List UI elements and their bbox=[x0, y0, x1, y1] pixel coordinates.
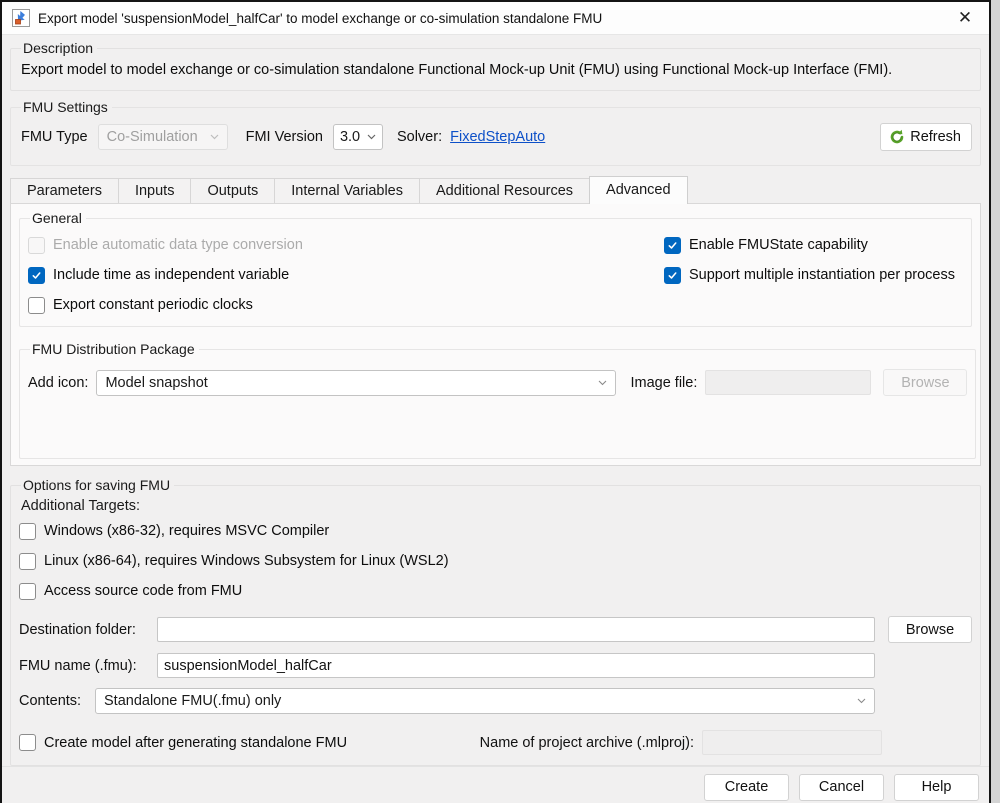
fmi-version-label: FMI Version bbox=[245, 129, 323, 145]
additional-targets-label: Additional Targets: bbox=[21, 498, 141, 514]
close-icon[interactable]: ✕ bbox=[957, 8, 973, 27]
checkbox-icon[interactable] bbox=[28, 297, 45, 314]
help-button[interactable]: Help bbox=[894, 774, 979, 801]
destination-folder-input[interactable] bbox=[157, 617, 875, 642]
checkbox-enable-fmustate[interactable]: Enable FMUState capability bbox=[664, 230, 963, 260]
description-legend: Description bbox=[23, 40, 94, 56]
add-icon-value: Model snapshot bbox=[105, 374, 208, 391]
checkbox-target-linux[interactable]: Linux (x86-64), requires Windows Subsystem for Linux (WSL2) bbox=[19, 546, 972, 576]
tab-inputs[interactable]: Inputs bbox=[118, 178, 192, 203]
checkbox-icon bbox=[28, 237, 45, 254]
fmu-settings-group bbox=[10, 99, 981, 166]
title-bar bbox=[2, 2, 989, 35]
checkbox-icon[interactable] bbox=[664, 267, 681, 284]
checkbox-icon[interactable] bbox=[664, 237, 681, 254]
fmu-type-value: Co-Simulation bbox=[106, 129, 198, 145]
refresh-icon bbox=[889, 129, 905, 145]
fmi-version-dropdown[interactable] bbox=[333, 124, 383, 150]
export-model-icon bbox=[12, 9, 30, 27]
add-icon-dropdown[interactable] bbox=[96, 370, 616, 396]
contents-value: Standalone FMU(.fmu) only bbox=[104, 693, 282, 709]
chevron-down-icon bbox=[367, 134, 376, 140]
project-archive-label: Name of project archive (.mlproj): bbox=[479, 734, 694, 751]
chevron-down-icon bbox=[857, 698, 866, 704]
destination-folder-row bbox=[19, 616, 972, 643]
fmu-name-row bbox=[19, 653, 972, 678]
tab-advanced[interactable]: Advanced bbox=[589, 176, 688, 204]
checkbox-include-time[interactable]: Include time as independent variable bbox=[28, 260, 664, 290]
window-title: Export model 'suspensionModel_halfCar' to model exchange or co-simulation standalone FMU bbox=[38, 10, 603, 26]
checkbox-icon[interactable] bbox=[19, 734, 36, 751]
checkbox-icon[interactable] bbox=[28, 267, 45, 284]
fmu-settings-legend: FMU Settings bbox=[23, 99, 108, 115]
description-text: Export model to model exchange or co-simulation standalone Functional Mock-up Unit (FMU) using Functional Mock-up Interface (FMI). bbox=[21, 62, 893, 78]
tab-outputs[interactable]: Outputs bbox=[190, 178, 275, 203]
checkbox-icon[interactable] bbox=[19, 583, 36, 600]
general-legend: General bbox=[32, 210, 82, 226]
refresh-button[interactable] bbox=[880, 123, 972, 151]
fmi-version-value: 3.0 bbox=[339, 129, 361, 145]
checkbox-create-model-after[interactable]: Create model after generating standalone FMU bbox=[19, 734, 347, 751]
checkbox-multiple-instantiation[interactable]: Support multiple instantiation per process bbox=[664, 260, 963, 290]
chevron-down-icon bbox=[210, 134, 219, 140]
image-file-browse-button: Browse bbox=[883, 369, 967, 396]
fmu-distribution-group bbox=[19, 341, 976, 459]
fmu-settings-row bbox=[19, 117, 972, 159]
refresh-label: Refresh bbox=[910, 129, 961, 145]
solver-label: Solver: bbox=[396, 129, 443, 145]
checkbox-target-windows[interactable]: Windows (x86-32), requires MSVC Compiler bbox=[19, 516, 972, 546]
checkbox-icon[interactable] bbox=[19, 553, 36, 570]
right-edge-strip bbox=[991, 0, 1000, 803]
description-group bbox=[10, 40, 981, 91]
advanced-tab-panel bbox=[10, 203, 981, 466]
destination-folder-label: Destination folder: bbox=[19, 621, 136, 638]
checkbox-access-source-code[interactable]: Access source code from FMU bbox=[19, 576, 972, 606]
options-saving-group bbox=[10, 477, 981, 766]
general-checkbox-grid bbox=[28, 228, 963, 320]
tab-internal-variables[interactable]: Internal Variables bbox=[274, 178, 420, 203]
tab-bar bbox=[10, 176, 981, 203]
checkbox-export-periodic-clocks[interactable]: Export constant periodic clocks bbox=[28, 290, 664, 320]
image-file-label: Image file: bbox=[630, 374, 698, 391]
fmu-name-input[interactable] bbox=[157, 653, 875, 678]
cancel-button[interactable]: Cancel bbox=[799, 774, 884, 801]
footer-button-bar bbox=[2, 766, 989, 803]
fmu-distribution-legend: FMU Distribution Package bbox=[32, 341, 195, 357]
fmu-type-dropdown bbox=[98, 124, 228, 150]
contents-label: Contents: bbox=[19, 693, 82, 709]
solver-link[interactable]: FixedStepAuto bbox=[450, 129, 546, 145]
chevron-down-icon bbox=[598, 380, 607, 386]
fmu-name-label: FMU name (.fmu): bbox=[19, 657, 137, 674]
contents-row bbox=[19, 688, 972, 714]
create-button[interactable]: Create bbox=[704, 774, 789, 801]
tab-additional-resources[interactable]: Additional Resources bbox=[419, 178, 590, 203]
add-icon-row bbox=[28, 369, 967, 396]
checkbox-icon[interactable] bbox=[19, 523, 36, 540]
general-group bbox=[19, 210, 972, 327]
add-icon-label: Add icon: bbox=[28, 374, 89, 391]
create-model-row bbox=[19, 730, 972, 755]
image-file-input bbox=[705, 370, 871, 395]
project-archive-input bbox=[702, 730, 882, 755]
options-saving-legend: Options for saving FMU bbox=[23, 477, 171, 493]
tab-parameters[interactable]: Parameters bbox=[10, 178, 119, 203]
fmu-type-label: FMU Type bbox=[21, 129, 88, 145]
contents-dropdown[interactable] bbox=[95, 688, 875, 714]
destination-browse-button[interactable]: Browse bbox=[888, 616, 972, 643]
checkbox-auto-data-type-conversion: Enable automatic data type conversion bbox=[28, 230, 664, 260]
